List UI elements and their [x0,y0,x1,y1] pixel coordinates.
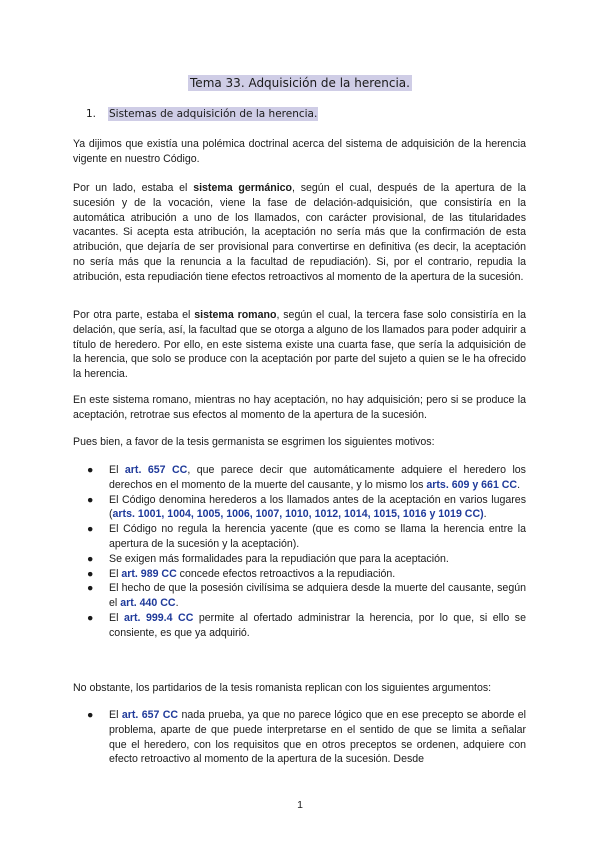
paragraph-5: Pues bien, a favor de la tesis germanista se esgrimen los siguientes motivos: [73,436,435,448]
list-item: ● El Código denomina herederos a los llamados antes de la aceptación en varios lugares (arts. 1001, 1004, 1005, 1006, 1007, 1010, 1012, 1014, 1015, 1016 y 1019 CC). [87,493,526,521]
paragraph-4: En este sistema romano, mientras no hay aceptación, no hay adquisición; pero si se produce la aceptación, retrotrae sus efectos al momento de la apertura de la sucesión. [73,394,526,421]
bullet-icon: ● [87,552,94,565]
list-item: ● El hecho de que la posesión civilísima se adquiera desde la muerte del causante, según el art. 440 CC. [87,582,526,610]
paragraph-2: Por un lado, estaba el sistema germánico, según el cual, después de la apertura de la sucesión y de la vocación, viene la fase de delación-adquisición, que consistiría en la automática atribución a uno de los llamados, con carácter provisional, de las titularidades vacantes. Si acepta esta atribución, la aceptación no sería más que la confirmación de esta atribución, que dejaría de ser provisional para convertirse en definitiva (es decir, la aceptación no sería más que la renuncia a la facultad de repudiación). Si, por el contrario, repudia la atribución, esta repudiación tiene efectos retroactivos al momento de la apertura de la sucesión. [73,182,526,283]
article-reference: art. 440 CC [120,597,176,610]
bullet-icon: ● [87,582,94,595]
bullet-icon: ● [87,709,94,721]
list-item: ● El art. 999.4 CC permite al ofertado administrar la herencia, por lo que, si ello se consiente, es que ya adquirió. [87,611,526,639]
germanist-arguments-list [73,463,526,641]
bullet-icon: ● [87,464,94,476]
article-reference: arts. 1001, 1004, 1005, 1006, 1007, 1010, 1012, 1014, 1015, 1016 y 1019 CC) [112,508,484,521]
list-item: ● El art. 657 CC, que parece decir que automáticamente adquiere el heredero los derechos en el momento de la muerte del causante, y lo mismo los arts. 609 y 661 CC. [87,464,526,491]
term-germanic: sistema germánico [193,182,292,194]
romanist-arguments-list [73,708,526,767]
section-heading [86,108,318,120]
article-reference: art. 999.4 CC [123,611,194,624]
bullet-icon: ● [87,493,94,506]
section-title: Sistemas de adquisición de la herencia. [109,108,318,120]
article-reference: arts. 609 y 661 CC [426,478,518,491]
list-item: ● Se exigen más formalidades para la repudiación que para la aceptación. [87,552,449,565]
list-item: ● El art. 657 CC nada prueba, ya que no parece lógico que en ese precepto se aborde el problema, aparte de que puede interpretarse en el sentido de que se limita a señalar que el heredero, con los requisitos que en otros preceptos se ordenen, adquiere con efecto retroactivo al momento de la apertura de la sucesión. Desde [87,709,526,766]
paragraph-3: Por otra parte, estaba el sistema romano, según el cual, la tercera fase solo consistiría en la delación, que sería, así, la facultad que se otorga a alguno de los llamados para poder adquirir a título de heredero. Por ello, en este sistema existe una cuarta fase, que sería la adquisición de la herencia, que solo se produce con la aceptación por parte del sujeto a quien se le ha ofrecido la herencia. [73,309,526,381]
bullet-icon: ● [87,611,94,624]
article-reference: art. 657 CC [121,709,179,721]
term-roman: sistema romano [194,309,277,321]
bullet-icon: ● [87,567,94,580]
section-number: 1. [86,108,97,120]
bullet-icon: ● [87,523,94,536]
title-text: Tema 33. Adquisición de la herencia. [190,76,410,90]
article-reference: art. 657 CC [124,464,188,476]
list-item: ● El Código no regula la herencia yacente (que es como se llama la herencia entre la apertura de la sucesión y la aceptación). [87,523,526,550]
list-item: ● El art. 989 CC concede efectos retroactivos a la repudiación. [87,567,396,580]
paragraph-1: Ya dijimos que existía una polémica doctrinal acerca del sistema de adquisición de la herencia vigente en nuestro Código. [73,138,526,165]
document-title [0,76,600,90]
page-number: 1 [297,799,303,811]
article-reference: art. 989 CC [121,567,177,580]
paragraph-6: No obstante, los partidarios de la tesis romanista replican con los siguientes argumentos: [73,682,492,694]
